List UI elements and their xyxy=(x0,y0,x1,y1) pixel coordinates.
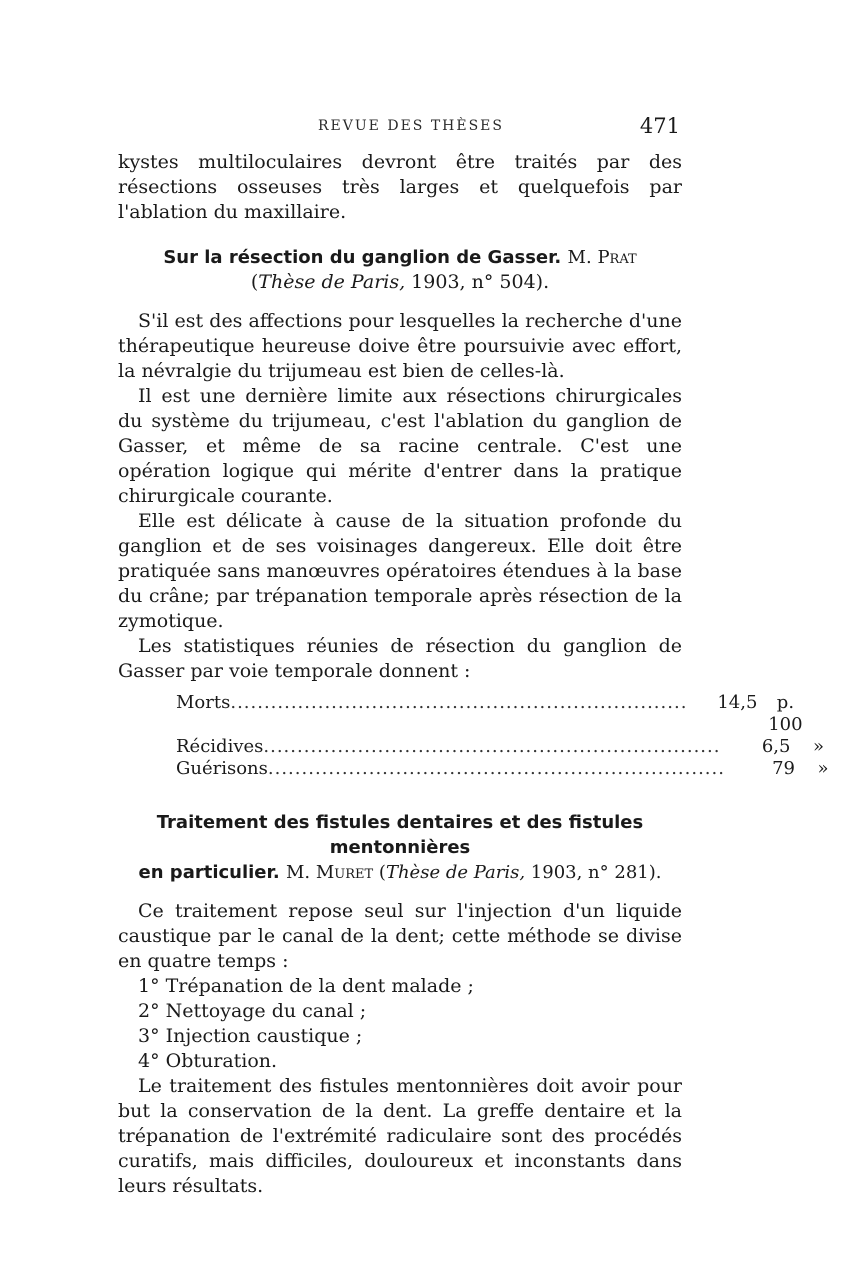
stat-value: 6,5 xyxy=(761,736,791,757)
leader-dots: .................................................................... xyxy=(230,692,688,713)
section2-author-prefix: M. xyxy=(285,862,311,883)
stat-row xyxy=(176,758,829,780)
stat-value: 79 xyxy=(772,758,795,779)
section2-heading xyxy=(118,810,682,885)
section2-intro: Ce traitement repose seul sur l'injection d'un liquide caustique par le canal de la dent; cette méthode se divise en quatre temps : xyxy=(118,900,682,972)
section1-paragraph-4: Les statistiques réunies de résection du ganglion de Gasser par voie temporale donnent : xyxy=(118,635,682,682)
stat-value: 14,5 xyxy=(717,692,758,713)
list-item: 4° Obturation. xyxy=(138,1050,278,1072)
statistics-table xyxy=(176,692,829,780)
section1-ref-italic: Thèse de Paris, xyxy=(258,271,406,293)
page-header xyxy=(0,114,800,140)
section2-title-line1: Traitement des fistules dentaires et des fistules mentonnières xyxy=(156,812,644,858)
list-item: 2° Nettoyage du canal ; xyxy=(138,1000,367,1022)
section2-author: Muret xyxy=(315,862,374,883)
leader-dots: .................................................................... xyxy=(263,736,721,757)
stat-unit: » xyxy=(812,736,824,757)
stat-unit: » xyxy=(817,758,829,779)
running-title: REVUE DES THÈSES xyxy=(318,118,504,134)
section2-title-line2: en particulier. xyxy=(138,862,280,883)
stat-row xyxy=(176,692,803,736)
stat-unit: p. 100 xyxy=(768,692,803,735)
stat-label: Guérisons xyxy=(176,758,268,779)
section1-title: Sur la résection du ganglion de Gasser. xyxy=(163,247,562,268)
stat-label: Récidives xyxy=(176,736,264,757)
page-number: 471 xyxy=(639,114,680,138)
section2-ref-details: 1903, n° 281). xyxy=(525,862,662,883)
section2-ref-open: ( xyxy=(378,862,386,883)
page-body xyxy=(118,150,829,1199)
section1-author: Prat xyxy=(597,247,637,268)
section1-ref-details: 1903, n° 504). xyxy=(405,271,550,293)
list-item: 1° Trépanation de la dent malade ; xyxy=(138,975,474,997)
section2-ref-italic: Thèse de Paris, xyxy=(385,862,526,883)
continuation-paragraph: kystes multiloculaires devront être traités par des résections osseuses très larges et quelquefois par l'ablation du maxillaire. xyxy=(118,151,682,223)
stat-label: Morts xyxy=(176,692,231,713)
section2-conclusion: Le traitement des fistules mentonnières doit avoir pour but la conservation de la dent. La greffe dentaire et la trépanation de l'extrémité radiculaire sont des procédés curatifs, mais difficiles, douloureux et inconstants dans leurs résultats. xyxy=(118,1075,682,1197)
section1-heading xyxy=(118,245,682,270)
section1-author-prefix: M. xyxy=(567,247,592,268)
leader-dots: .................................................................... xyxy=(267,758,725,779)
section1-paragraph-1: S'il est des affections pour lesquelles la recherche d'une thérapeutique heureuse doive être poursuivie avec effort, la névralgie du trijumeau est bien de celles-là. xyxy=(118,310,682,382)
section1-paragraph-2: Il est une dernière limite aux résections chirurgicales du système du trijumeau, c'est l'ablation du ganglion de Gasser, et même de sa racine centrale. C'est une opération logique qui mérite d'entrer dans la pratique chirurgicale courante. xyxy=(118,385,682,507)
section1-paragraph-3: Elle est délicate à cause de la situation profonde du ganglion et de ses voisinages dangereux. Elle doit être pratiquée sans manœuvres opératoires étendues à la base du crâne; par trépanation temporale après résection de la zymotique. xyxy=(118,510,682,632)
section1-ref-open: ( xyxy=(250,271,259,293)
stat-row xyxy=(176,736,824,758)
list-item: 3° Injection caustique ; xyxy=(138,1025,363,1047)
section1-reference xyxy=(118,270,682,295)
